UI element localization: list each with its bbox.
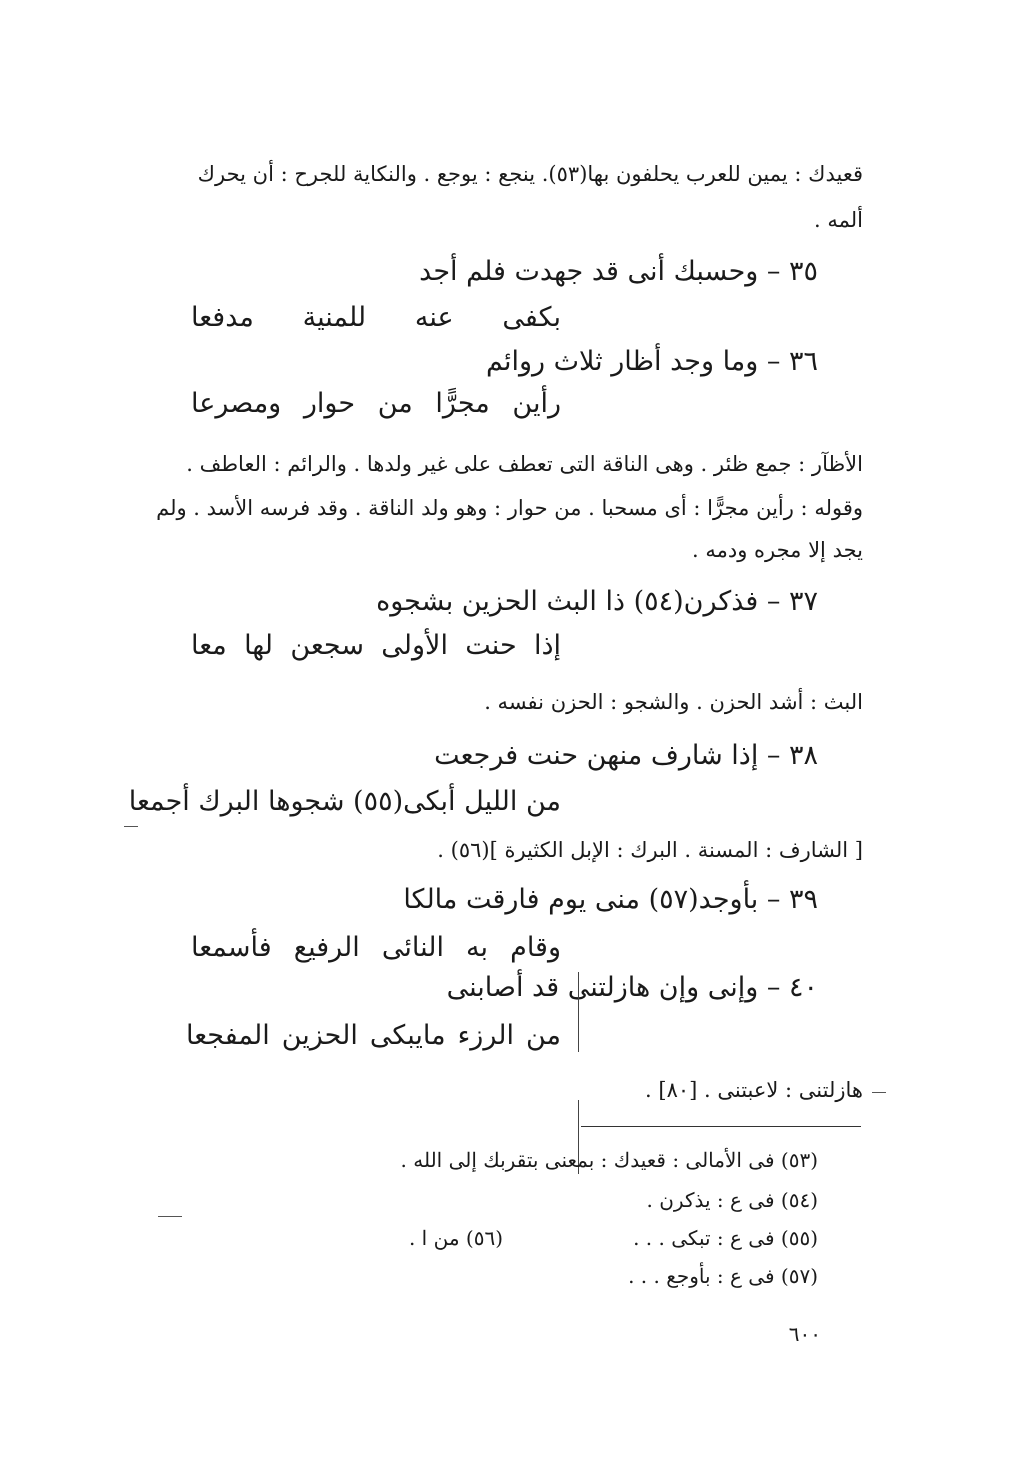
margin-mark [872,1092,886,1093]
footnote-rule [581,1126,861,1127]
verse-35-second-hemistich [191,302,561,333]
verse-word: من [377,388,413,419]
verse-36-first-hemistich: ٣٦ – وما وجد أظار ثلاث روائم [485,346,818,377]
verse-39-second-hemistich [191,932,561,963]
footnote: (٥٦) من ا . [408,1226,503,1250]
footnote: (٥٧) فى ع : بأوجع . . . [628,1264,818,1288]
verse-word: فأسمعا [191,932,272,963]
verse-word: رأين [512,388,561,419]
verse-39-first-hemistich: ٣٩ – بأوجد(٥٧) منى يوم فارقت مالكا [403,884,818,915]
verse-38-first-hemistich: ٣٨ – إذا شارف منهن حنت فرجعت [434,740,818,771]
verse-37-first-hemistich: ٣٧ – فذكرن(٥٤) ذا البث الحزين بشجوه [376,586,818,617]
verse-word: الأولى [381,630,448,661]
verse-40-first-hemistich: ٤٠ – وإنى وإن هازلتنى قد أصابنى [446,972,818,1003]
verse-word: النائى [381,932,444,963]
verse-36-second-hemistich [191,388,561,419]
verse-word: حوار [303,388,356,419]
verse-word: وقام [510,932,561,963]
verse-word: به [466,932,489,963]
footnote: (٥٣) فى الأمالى : قعيدك : بمعنى بتقربك إلى الله . [400,1148,818,1172]
verse-word: إذا [533,630,561,661]
verse-word: عنه [414,302,454,333]
prose-line: هازلتنى : لاعبتنى . [٨٠] . [645,1078,863,1102]
verse-word: مجرًّا [435,388,490,419]
margin-mark [124,826,138,827]
verse-word: للمنية [302,302,367,333]
verse-word: المفجعا [186,1020,270,1051]
prose-line: البث : أشد الحزن . والشجو : الحزن نفسه . [484,690,863,714]
prose-line: قعيدك : يمين للعرب يحلفون بها(٥٣). ينجع : يوجع . والنكاية للجرح : أن يحرك [197,162,863,186]
verse-word: لها [244,630,273,661]
verse-word: الرزء [457,1020,514,1051]
verse-40-second-hemistich [186,1020,561,1051]
verse-word: مدفعا [191,302,254,333]
verse-word: من [525,1020,561,1051]
verse-word: معا [191,630,227,661]
margin-bar [578,972,579,1052]
prose-line: وقوله : رأين مجرًّا : أى مسحبا . من حوار : وهو ولد الناقة . وقد فرسه الأسد . ولم [156,496,863,520]
verse-word: الحزين [281,1020,358,1051]
verse-word: حنت [465,630,517,661]
verse-35-first-hemistich: ٣٥ – وحسبك أنى قد جهدت فلم أجد [419,256,818,287]
verse-word: مايبكى [369,1020,446,1051]
verse-37-second-hemistich [191,630,561,661]
verse-word: ومصرعا [191,388,282,419]
margin-mark [158,1216,182,1217]
verse-word: الرفيع [293,932,360,963]
footnote: (٥٤) فى ع : يذكرن . [646,1188,818,1212]
prose-line: الأظآر : جمع ظئر . وهى الناقة التى تعطف على غير ولدها . والرائم : العاطف . [186,452,863,476]
verse-38-second-hemistich: من الليل أبكى(٥٥) شجوها البرك أجمعا [128,786,561,817]
verse-word: سجعن [290,630,364,661]
prose-line: ألمه . [814,208,863,232]
verse-word: بكفى [502,302,561,333]
footnote: (٥٥) فى ع : تبكى . . . [633,1226,818,1250]
prose-line: [ الشارف : المسنة . البرك : الإبل الكثيرة ](٥٦) . [437,838,863,862]
page-number: ٦٠٠ [788,1322,821,1346]
prose-line: يجد إلا مجره ودمه . [691,538,863,562]
